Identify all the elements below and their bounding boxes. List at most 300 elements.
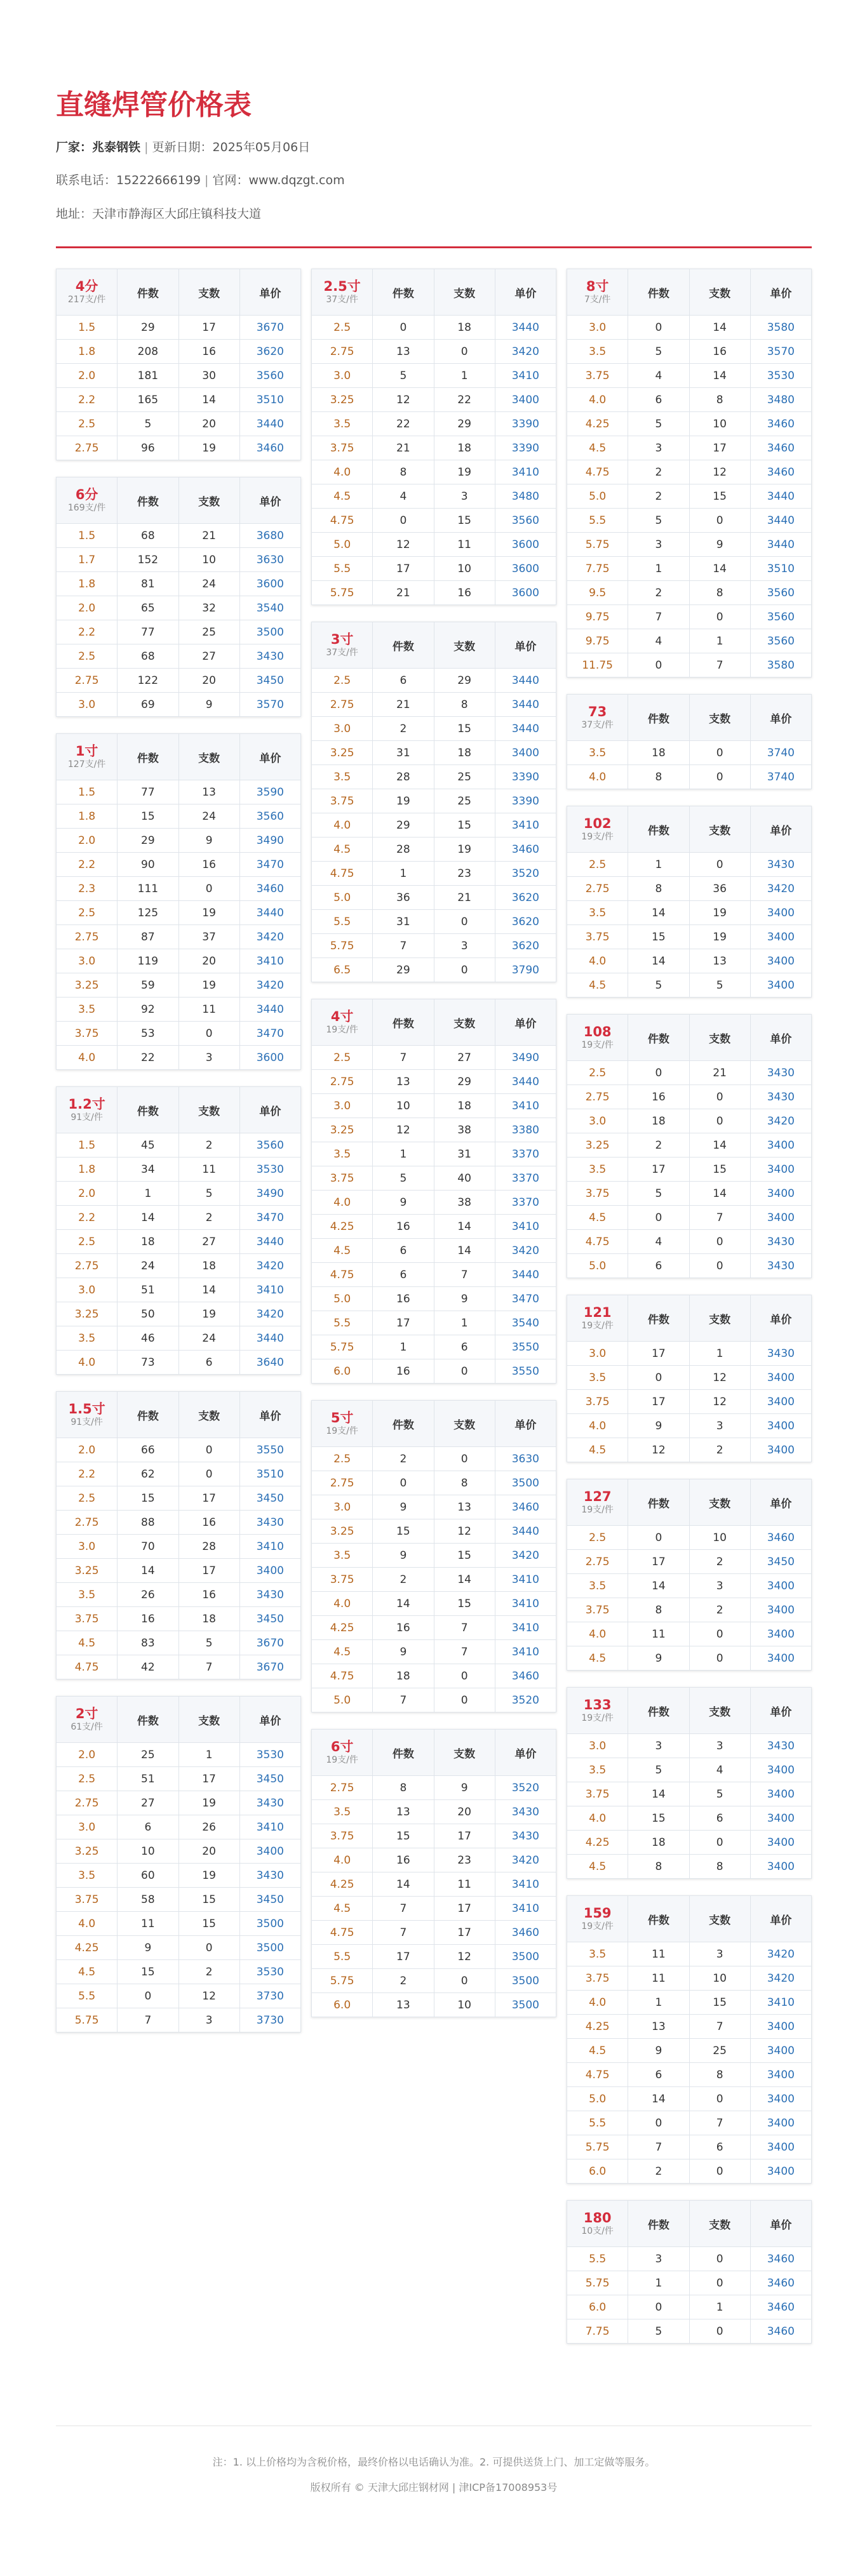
price-cell: 3560 [495, 509, 556, 533]
count-cell: 19 [373, 789, 434, 813]
thickness-cell: 3.75 [567, 925, 628, 949]
table-row [312, 484, 556, 509]
bundles-cell: 15 [689, 1158, 750, 1182]
count-cell: 12 [373, 1118, 434, 1142]
thickness-cell: 3.5 [567, 901, 628, 925]
table-row [312, 388, 556, 412]
thickness-cell: 3.75 [567, 364, 628, 388]
count-cell: 165 [118, 388, 178, 412]
thickness-cell: 3.25 [312, 1519, 373, 1544]
spec-per-bundle: 10支/件 [581, 2226, 614, 2236]
bundles-cell: 0 [434, 1359, 495, 1384]
price-cell: 3730 [239, 2008, 300, 2032]
count-cell: 15 [373, 1519, 434, 1544]
table-row [57, 1278, 301, 1302]
price-cell: 3520 [495, 1688, 556, 1712]
bundles-cell: 20 [178, 412, 239, 436]
thickness-cell: 3.75 [57, 1022, 118, 1046]
thickness-cell: 6.0 [312, 1359, 373, 1384]
thickness-cell: 4.75 [312, 862, 373, 886]
spec-header [567, 695, 628, 741]
count-cell: 21 [373, 436, 434, 460]
count-cell: 3 [628, 436, 689, 460]
count-cell: 73 [118, 1351, 178, 1375]
thickness-cell: 5.75 [312, 581, 373, 605]
table-row [57, 1888, 301, 1912]
bundles-cell: 0 [689, 1622, 750, 1646]
table-row [57, 853, 301, 877]
count-cell: 58 [118, 1888, 178, 1912]
thickness-cell: 2.75 [57, 436, 118, 460]
count-cell: 8 [628, 877, 689, 901]
bundles-cell: 0 [689, 1085, 750, 1109]
count-cell: 0 [628, 1366, 689, 1390]
count-cell: 83 [118, 1631, 178, 1655]
thickness-cell: 2.5 [312, 316, 373, 340]
count-cell: 0 [628, 316, 689, 340]
table-row [57, 1046, 301, 1070]
table-row [312, 765, 556, 789]
bundles-cell: 2 [689, 1598, 750, 1622]
bundles-cell: 7 [178, 1655, 239, 1679]
price-table [311, 622, 556, 982]
spec-name: 1.5寸 [68, 1401, 105, 1417]
thickness-cell: 2.75 [57, 1511, 118, 1535]
table-row [567, 877, 812, 901]
price-cell: 3620 [495, 886, 556, 910]
count-cell: 0 [628, 2111, 689, 2135]
separator: | [205, 173, 209, 188]
table-row [567, 2319, 812, 2344]
bundles-cell: 16 [434, 581, 495, 605]
bundles-cell: 30 [178, 364, 239, 388]
bundles-cell: 22 [434, 388, 495, 412]
price-cell: 3670 [239, 316, 300, 340]
bundles-cell: 14 [178, 388, 239, 412]
bundles-cell: 19 [434, 838, 495, 862]
page-title: 直缝焊管价格表 [56, 89, 252, 121]
separator: | [144, 140, 149, 154]
thickness-cell: 3.25 [57, 973, 118, 998]
spec-name: 4分 [75, 278, 98, 294]
price-header: 单价 [495, 1401, 556, 1447]
count-cell: 2 [628, 484, 689, 509]
price-cell: 3440 [750, 484, 811, 509]
price-cell: 3430 [239, 1583, 300, 1607]
thickness-cell: 4.25 [567, 1831, 628, 1855]
table-row [57, 1912, 301, 1936]
table-row [57, 1486, 301, 1511]
spec-name: 1寸 [75, 743, 98, 759]
bundles-cell: 0 [689, 1109, 750, 1133]
thickness-cell: 3.25 [57, 1839, 118, 1864]
phone-number[interactable]: 联系电话：15222666199 [56, 173, 201, 188]
price-cell: 3400 [750, 1831, 811, 1855]
thickness-cell: 5.75 [312, 934, 373, 958]
table-row [567, 1806, 812, 1831]
table-row [567, 1550, 812, 1574]
price-cell: 3440 [239, 901, 300, 925]
thickness-cell: 7.75 [567, 2319, 628, 2344]
price-cell: 3440 [495, 316, 556, 340]
bundles-cell: 8 [689, 2063, 750, 2087]
count-cell: 7 [373, 1688, 434, 1712]
count-cell: 8 [373, 460, 434, 484]
price-cell: 3420 [750, 1966, 811, 1991]
price-cell: 3460 [239, 877, 300, 901]
count-cell: 0 [118, 1984, 178, 2008]
thickness-cell: 3.5 [312, 1800, 373, 1824]
table-row [567, 1158, 812, 1182]
count-cell: 17 [628, 1342, 689, 1366]
count-cell: 6 [628, 2063, 689, 2087]
table-row [567, 557, 812, 581]
bundles-cell: 0 [689, 2087, 750, 2111]
table-row [567, 364, 812, 388]
thickness-cell: 1.5 [57, 524, 118, 548]
price-cell: 3470 [239, 1206, 300, 1230]
spec-header [567, 1688, 628, 1734]
price-table [567, 1479, 812, 1671]
price-cell: 3450 [239, 1767, 300, 1791]
bundles-cell: 9 [689, 533, 750, 557]
thickness-cell: 3.0 [312, 364, 373, 388]
thickness-cell: 2.5 [57, 644, 118, 669]
table-row [312, 1046, 556, 1070]
table-row [312, 1568, 556, 1592]
thickness-cell: 4.0 [57, 1351, 118, 1375]
table-row [57, 1206, 301, 1230]
thickness-cell: 4.5 [567, 2039, 628, 2063]
table-row [312, 340, 556, 364]
spec-name: 1.2寸 [68, 1096, 105, 1112]
price-cell: 3560 [750, 605, 811, 629]
spec-header [312, 622, 373, 669]
price-cell: 3430 [750, 1085, 811, 1109]
price-cell: 3410 [495, 364, 556, 388]
spec-header [567, 1479, 628, 1526]
thickness-cell: 3.0 [567, 1734, 628, 1758]
price-header: 单价 [750, 1688, 811, 1734]
price-cell: 3460 [495, 1495, 556, 1519]
count-cell: 12 [373, 388, 434, 412]
count-cell: 7 [373, 934, 434, 958]
spec-header [312, 269, 373, 316]
website-link[interactable]: 官网：www.dqzgt.com [212, 173, 345, 188]
price-cell: 3560 [750, 581, 811, 605]
count-cell: 6 [628, 1254, 689, 1278]
thickness-cell: 4.75 [567, 1230, 628, 1254]
spec-header [567, 1015, 628, 1061]
bundles-cell: 15 [434, 1592, 495, 1616]
bundles-cell: 0 [178, 1462, 239, 1486]
thickness-cell: 9.5 [567, 581, 628, 605]
thickness-cell: 3.75 [312, 1824, 373, 1848]
bundles-cell: 0 [689, 2247, 750, 2271]
thickness-cell: 4.0 [312, 1848, 373, 1872]
bundles-header: 支数 [178, 1392, 239, 1438]
bundles-cell: 2 [689, 1438, 750, 1462]
thickness-cell: 5.5 [312, 1311, 373, 1335]
thickness-cell: 5.5 [312, 557, 373, 581]
thickness-cell: 5.5 [567, 2247, 628, 2271]
table-row [567, 1390, 812, 1414]
price-cell: 3400 [750, 1206, 811, 1230]
price-cell: 3430 [239, 644, 300, 669]
price-cell: 3490 [239, 1182, 300, 1206]
count-cell: 16 [373, 1215, 434, 1239]
count-cell: 87 [118, 925, 178, 949]
bundles-cell: 14 [689, 1182, 750, 1206]
thickness-cell: 3.5 [57, 1864, 118, 1888]
table-row [57, 877, 301, 901]
price-cell: 3460 [750, 2271, 811, 2295]
price-cell: 3450 [239, 1607, 300, 1631]
count-cell: 29 [373, 813, 434, 838]
thickness-cell: 4.75 [312, 509, 373, 533]
price-table [311, 1400, 556, 1712]
price-header: 单价 [239, 1087, 300, 1133]
bundles-cell: 7 [689, 2015, 750, 2039]
count-cell: 9 [373, 1191, 434, 1215]
thickness-cell: 4.25 [312, 1616, 373, 1640]
price-cell: 3400 [750, 1598, 811, 1622]
thickness-cell: 6.0 [567, 2295, 628, 2319]
bundles-cell: 25 [434, 765, 495, 789]
price-table [311, 269, 556, 605]
price-cell: 3400 [750, 1390, 811, 1414]
bundles-cell: 12 [689, 1390, 750, 1414]
bundles-cell: 18 [434, 316, 495, 340]
bundles-header: 支数 [178, 1697, 239, 1743]
price-cell: 3400 [750, 2015, 811, 2039]
bundles-cell: 6 [689, 1806, 750, 1831]
thickness-cell: 2.75 [567, 1550, 628, 1574]
bundles-cell: 15 [434, 717, 495, 741]
bundles-cell: 12 [434, 1945, 495, 1969]
count-cell: 15 [373, 1824, 434, 1848]
price-cell: 3400 [750, 1438, 811, 1462]
table-row [57, 644, 301, 669]
thickness-cell: 2.75 [312, 340, 373, 364]
bundles-cell: 16 [178, 340, 239, 364]
price-cell: 3620 [239, 340, 300, 364]
bundles-cell: 14 [434, 1568, 495, 1592]
table-row [57, 1864, 301, 1888]
bundles-cell: 16 [689, 340, 750, 364]
table-header-row [567, 1688, 812, 1734]
price-cell: 3400 [750, 1158, 811, 1182]
bundles-header: 支数 [689, 1479, 750, 1526]
thickness-cell: 5.5 [312, 1945, 373, 1969]
table-row [567, 629, 812, 653]
bundles-cell: 0 [689, 853, 750, 877]
count-cell: 68 [118, 644, 178, 669]
count-cell: 7 [628, 605, 689, 629]
count-cell: 2 [628, 581, 689, 605]
table-row [312, 1800, 556, 1824]
price-cell: 3460 [750, 2247, 811, 2271]
table-row [312, 1993, 556, 2017]
bundles-cell: 4 [689, 1758, 750, 1782]
price-cell: 3740 [750, 741, 811, 765]
price-cell: 3370 [495, 1142, 556, 1166]
table-row [567, 1966, 812, 1991]
bundles-cell: 7 [689, 2111, 750, 2135]
thickness-cell: 2.0 [57, 1743, 118, 1767]
thickness-cell: 4.0 [567, 388, 628, 412]
thickness-cell: 2.2 [57, 1462, 118, 1486]
bundles-cell: 17 [178, 316, 239, 340]
bundles-cell: 0 [689, 1646, 750, 1671]
price-cell: 3560 [239, 804, 300, 829]
price-cell: 3410 [750, 1991, 811, 2015]
price-cell: 3580 [750, 653, 811, 677]
thickness-cell: 6.0 [567, 2159, 628, 2184]
table-row [567, 316, 812, 340]
thickness-cell: 2.5 [312, 1447, 373, 1471]
price-cell: 3430 [750, 1342, 811, 1366]
price-header: 单价 [239, 1392, 300, 1438]
count-cell: 16 [628, 1085, 689, 1109]
count-cell: 9 [373, 1544, 434, 1568]
table-row [312, 934, 556, 958]
price-cell: 3420 [239, 925, 300, 949]
column-1 [56, 269, 301, 2049]
table-row [567, 1342, 812, 1366]
spec-per-bundle: 19支/件 [581, 1320, 614, 1331]
table-row [57, 1791, 301, 1815]
bundles-cell: 10 [178, 548, 239, 572]
spec-header [57, 269, 118, 316]
table-row [57, 1583, 301, 1607]
table-row [567, 1230, 812, 1254]
spec-header [567, 806, 628, 853]
spec-per-bundle: 37支/件 [326, 294, 358, 305]
price-cell: 3400 [495, 388, 556, 412]
count-cell: 16 [373, 1287, 434, 1311]
bundles-cell: 21 [689, 1061, 750, 1085]
count-cell: 7 [373, 1897, 434, 1921]
thickness-cell: 4.5 [567, 1206, 628, 1230]
bundles-cell: 26 [178, 1815, 239, 1839]
bundles-cell: 6 [434, 1335, 495, 1359]
table-row [57, 1767, 301, 1791]
spec-name: 127 [583, 1488, 612, 1504]
count-cell: 181 [118, 364, 178, 388]
bundles-cell: 0 [689, 605, 750, 629]
bundles-cell: 3 [689, 1574, 750, 1598]
thickness-cell: 3.75 [567, 1782, 628, 1806]
count-cell: 8 [373, 1776, 434, 1800]
bundles-cell: 2 [178, 1133, 239, 1158]
price-cell: 3420 [495, 1848, 556, 1872]
table-row [57, 316, 301, 340]
price-cell: 3420 [495, 1544, 556, 1568]
bundles-cell: 0 [178, 877, 239, 901]
thickness-cell: 3.75 [312, 436, 373, 460]
bundles-cell: 11 [434, 1872, 495, 1897]
table-row [567, 765, 812, 789]
table-row [57, 1984, 301, 2008]
thickness-cell: 4.75 [567, 460, 628, 484]
bundles-cell: 18 [434, 436, 495, 460]
table-row [57, 949, 301, 973]
count-cell: 14 [373, 1872, 434, 1897]
count-cell: 29 [373, 958, 434, 982]
table-row [567, 1182, 812, 1206]
count-cell: 50 [118, 1302, 178, 1326]
count-cell: 1 [118, 1182, 178, 1206]
count-cell: 22 [373, 412, 434, 436]
bundles-cell: 18 [178, 1254, 239, 1278]
count-cell: 0 [373, 1471, 434, 1495]
bundles-cell: 12 [689, 1366, 750, 1390]
bundles-cell: 0 [178, 1438, 239, 1462]
bundles-cell: 19 [434, 460, 495, 484]
price-cell: 3480 [495, 484, 556, 509]
thickness-cell: 4.5 [57, 1960, 118, 1984]
table-header-row [567, 1015, 812, 1061]
bundles-cell: 15 [689, 484, 750, 509]
count-header: 件数 [118, 1392, 178, 1438]
price-cell: 3670 [239, 1631, 300, 1655]
count-cell: 13 [373, 1070, 434, 1094]
count-cell: 5 [628, 973, 689, 998]
table-header-row [567, 806, 812, 853]
count-cell: 208 [118, 340, 178, 364]
table-row [312, 838, 556, 862]
spec-per-bundle: 169支/件 [67, 502, 106, 513]
bundles-cell: 14 [178, 1278, 239, 1302]
thickness-cell: 3.75 [567, 1598, 628, 1622]
count-cell: 15 [628, 1806, 689, 1831]
bundles-cell: 8 [434, 1471, 495, 1495]
bundles-cell: 9 [178, 829, 239, 853]
count-cell: 14 [628, 949, 689, 973]
thickness-cell: 2.5 [567, 1061, 628, 1085]
table-row [312, 1824, 556, 1848]
price-table [567, 694, 812, 789]
thickness-cell: 4.0 [567, 1991, 628, 2015]
count-cell: 27 [118, 1791, 178, 1815]
table-row [567, 1206, 812, 1230]
price-cell: 3400 [750, 2087, 811, 2111]
table-row [57, 1254, 301, 1278]
price-cell: 3790 [495, 958, 556, 982]
bundles-cell: 15 [689, 1991, 750, 2015]
table-row [57, 1158, 301, 1182]
spec-header [312, 1401, 373, 1447]
bundles-cell: 13 [434, 1495, 495, 1519]
thickness-cell: 2.75 [567, 1085, 628, 1109]
thickness-cell: 3.0 [567, 1342, 628, 1366]
price-table [567, 1014, 812, 1278]
bundles-cell: 9 [178, 693, 239, 717]
count-cell: 1 [628, 2271, 689, 2295]
count-cell: 3 [628, 2247, 689, 2271]
table-row [312, 862, 556, 886]
table-row [312, 669, 556, 693]
count-cell: 18 [628, 1831, 689, 1855]
spec-per-bundle: 19支/件 [581, 1712, 614, 1723]
thickness-cell: 2.75 [312, 1471, 373, 1495]
table-row [567, 1366, 812, 1390]
price-cell: 3400 [750, 973, 811, 998]
spec-name: 5寸 [330, 1410, 354, 1425]
table-row [567, 1942, 812, 1966]
bundles-cell: 0 [689, 765, 750, 789]
